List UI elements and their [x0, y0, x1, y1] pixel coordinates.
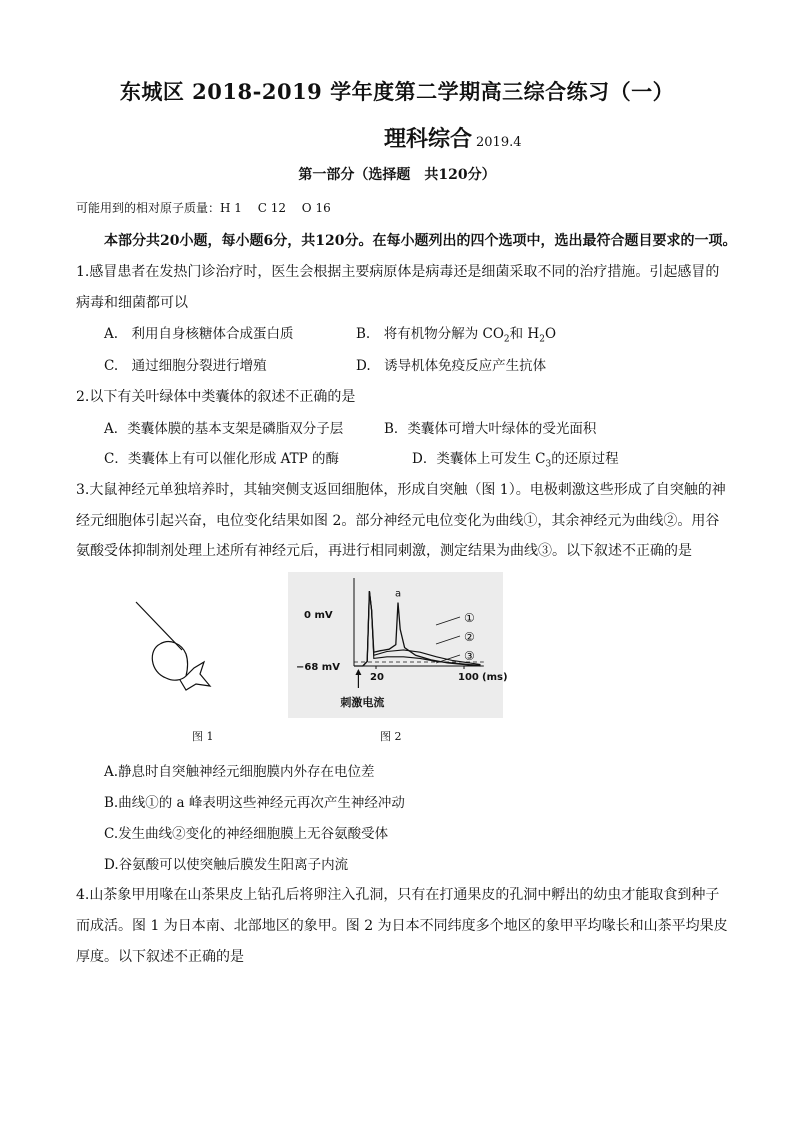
- exam-title: 东城区 2018-2019 学年度第二学期高三综合练习（一）: [119, 79, 675, 104]
- y-tick-label: −68 mV: [296, 662, 340, 673]
- figure-2-caption: 图 2: [380, 730, 402, 743]
- q3-stem-line3: 氨酸受体抑制剂处理上述所有神经元后，再进行相同刺激，测定结果为曲线③。以下叙述不正确的是: [76, 543, 692, 559]
- q4-stem-line1: 4.山茶象甲用喙在山茶果皮上钻孔后将卵注入孔洞，只有在打通果皮的孔洞中孵出的幼虫才能取食到种子: [76, 887, 720, 903]
- q2-option-d-sub: 3: [545, 459, 552, 470]
- y-tick-label: 0 mV: [304, 610, 333, 621]
- x-axis-label: (ms): [482, 672, 508, 683]
- q3-option-a: A.静息时自突触神经元细胞膜内外存在电位差: [104, 764, 375, 780]
- q1-option-c: C. 通过细胞分裂进行增殖: [104, 358, 267, 374]
- q4-stem-line3: 厚度。以下叙述不正确的是: [76, 949, 244, 965]
- q1-stem-line2: 病毒和细菌都可以: [76, 295, 188, 311]
- part-heading: 第一部分（选择题 共120分）: [298, 167, 496, 183]
- q2-option-c: C．类囊体上有可以催化形成 ATP 的酶: [104, 451, 340, 467]
- q1-option-a: A. 利用自身核糖体合成蛋白质: [104, 326, 294, 342]
- q1-stem-line1: 1.感冒患者在发热门诊治疗时，医生会根据主要病原体是病毒还是细菌采取不同的治疗措施。引起感冒的: [76, 264, 720, 280]
- q4-stem-line2: 而成活。图 1 为日本南、北部地区的象甲。图 2 为日本不同纬度多个地区的象甲平均喙长和山茶平均果皮: [76, 918, 728, 934]
- atomic-masses: 可能用到的相对原子质量：H 1 C 12 O 16: [76, 201, 331, 215]
- stimulus-label: 刺激电流: [340, 696, 385, 709]
- q1-option-b-post: O: [544, 326, 557, 342]
- annotation-a: a: [395, 588, 402, 600]
- q2-stem: 2.以下有关叶绿体中类囊体的叙述不正确的是: [76, 389, 356, 405]
- x-tick-label: 100: [458, 672, 479, 683]
- q3-stem-line2: 经元细胞体引起兴奋，电位变化结果如图 2。部分神经元电位变化为曲线①，其余神经元为曲线②。用谷: [76, 513, 720, 529]
- q1-option-b: [356, 322, 556, 345]
- q3-option-c: C.发生曲线②变化的神经细胞膜上无谷氨酸受体: [104, 826, 389, 842]
- q3-option-b: B.曲线①的 a 峰表明这些神经元再次产生神经冲动: [104, 795, 405, 811]
- exam-date: 2019.4: [476, 135, 522, 150]
- q1-option-b-mid: 和 H: [509, 326, 540, 342]
- exam-subtitle: [384, 122, 522, 153]
- q1-option-d: D. 诱导机体免疫反应产生抗体: [356, 358, 547, 374]
- q1-option-b-text: B. 将有机物分解为 CO: [356, 326, 504, 342]
- figure-2-chart: [288, 572, 508, 718]
- figure-1-caption: 图 1: [192, 730, 214, 743]
- series-label: ②: [464, 630, 475, 644]
- q2-option-a: A．类囊体膜的基本支架是磷脂双分子层: [104, 421, 344, 437]
- q3-stem-line1: 3.大鼠神经元单独培养时，其轴突侧支返回细胞体，形成自突触（图 1）。电极刺激这些形成了自突触的神: [76, 482, 726, 498]
- subject-name: 理科综合: [384, 126, 473, 152]
- x-tick-label: 20: [370, 672, 384, 683]
- q2-option-d-text: D．类囊体上可发生 C: [412, 451, 546, 467]
- q3-option-d: D.谷氨酸可以使突触后膜发生阳离子内流: [104, 857, 349, 873]
- figure-1-neuron: [130, 598, 220, 698]
- series-label: ①: [464, 611, 475, 625]
- q2-option-d: [412, 447, 619, 470]
- q2-option-d-post: 的还原过程: [551, 451, 619, 467]
- q1-option-b-sub2: 2: [539, 334, 545, 345]
- q1-option-b-sub1: 2: [503, 334, 510, 345]
- series-label: ③: [464, 649, 475, 663]
- instructions: 本部分共20小题，每小题6分，共120分。在每小题列出的四个选项中，选出最符合题目要求的一项。: [104, 233, 737, 249]
- q2-option-b: B．类囊体可增大叶绿体的受光面积: [384, 421, 597, 437]
